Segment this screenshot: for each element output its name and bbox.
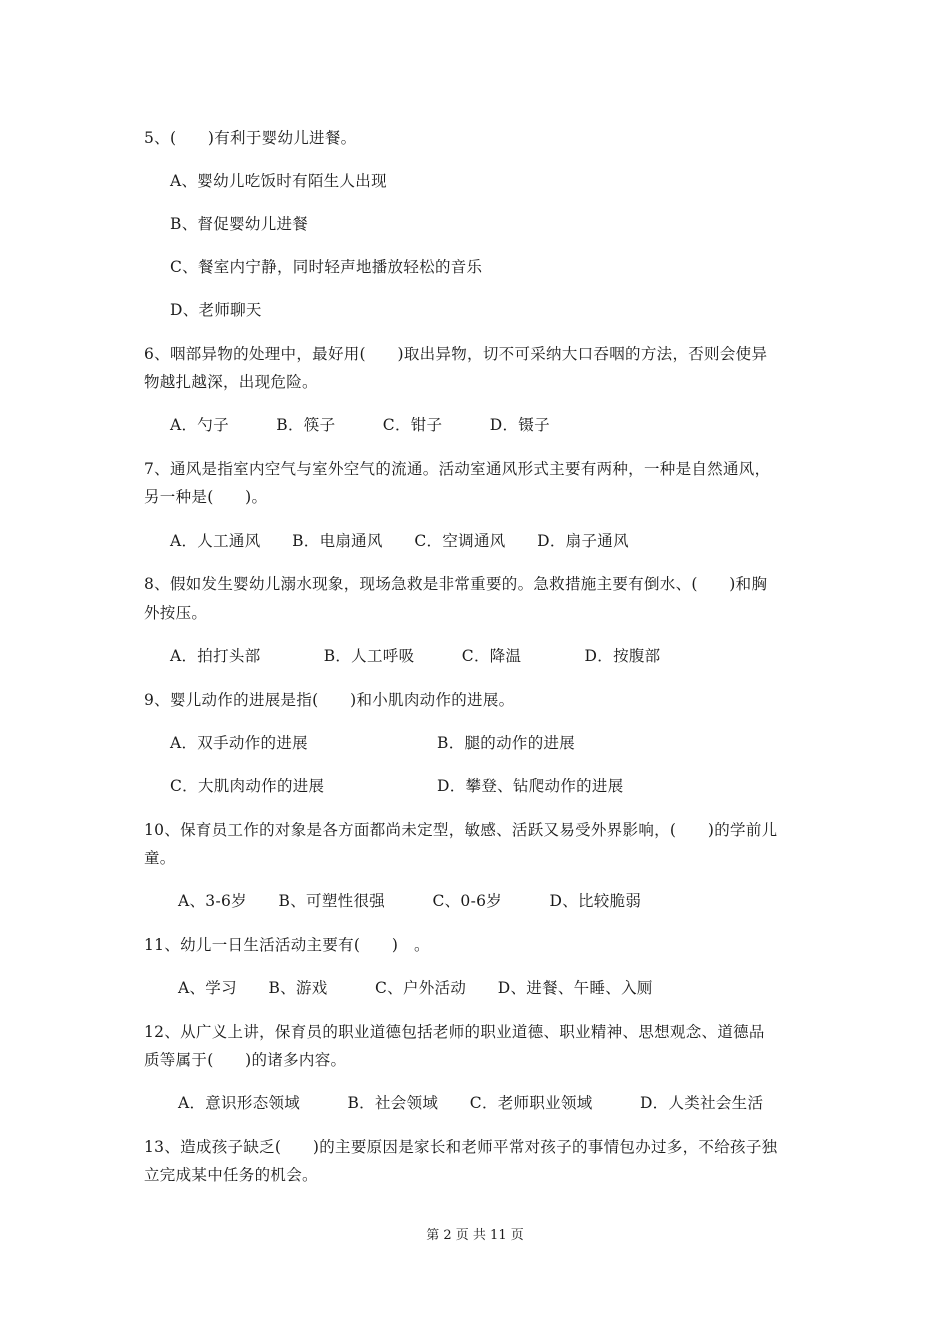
question-5-option-d: D、老师聊天 (170, 301, 262, 319)
question-5-option-c: C、餐室内宁静，同时轻声地播放轻松的音乐 (170, 258, 483, 276)
question-11-options: A、学习 B、游戏 C、户外活动 D、进餐、午睡、入厕 (178, 979, 653, 997)
question-5-option-b: B、督促婴幼儿进餐 (170, 215, 309, 233)
question-12-text-line-1: 12、从广义上讲，保育员的职业道德包括老师的职业道德、职业精神、思想观念、道德品 (144, 1023, 765, 1041)
question-10-text-line-1: 10、保育员工作的对象是各方面都尚未定型，敏感、活跃又易受外界影响，( )的学前儿 (144, 821, 778, 839)
question-8-options: A．拍打头部 B．人工呼吸 C．降温 D．按腹部 (170, 647, 661, 665)
question-12-text-line-2: 质等属于( )的诸多内容。 (144, 1051, 347, 1069)
question-6-text-line-1: 6、咽部异物的处理中，最好用( )取出异物，切不可采纳大口吞咽的方法，否则会使异 (144, 345, 768, 363)
question-11-text: 11、幼儿一日生活活动主要有( ) 。 (144, 936, 430, 954)
page-number-footer: 第 2 页 共 11 页 (426, 1228, 524, 1243)
question-6-text-line-2: 物越扎越深，出现危险。 (144, 373, 318, 391)
question-9-option-c: C．大肌肉动作的进展 (170, 777, 325, 795)
question-9-option-a: A．双手动作的进展 (170, 734, 308, 752)
question-7-options: A．人工通风 B．电扇通风 C．空调通风 D．扇子通风 (170, 532, 629, 550)
question-5-option-a: A、婴幼儿吃饭时有陌生人出现 (170, 172, 387, 190)
question-9-option-d: D．攀登、钻爬动作的进展 (437, 777, 624, 795)
question-13-text-line-1: 13、造成孩子缺乏( )的主要原因是家长和老师平常对孩子的事情包办过多，不给孩子独 (144, 1138, 778, 1156)
question-7-text-line-2: 另一种是( )。 (144, 488, 268, 506)
question-12-options: A．意识形态领域 B．社会领域 C．老师职业领域 D．人类社会生活 (178, 1094, 764, 1112)
question-5-text: 5、( )有利于婴幼儿进餐。 (144, 129, 357, 147)
question-10-text-line-2: 童。 (144, 849, 176, 867)
question-13-text-line-2: 立完成某中任务的机会。 (144, 1166, 318, 1184)
question-8-text-line-2: 外按压。 (144, 604, 208, 622)
question-10-options: A、3-6岁 B、可塑性很强 C、0-6岁 D、比较脆弱 (178, 892, 642, 910)
question-9-option-b: B．腿的动作的进展 (437, 734, 576, 752)
question-7-text-line-1: 7、通风是指室内空气与室外空气的流通。活动室通风形式主要有两种，一种是自然通风， (144, 460, 771, 478)
question-9-text: 9、婴儿动作的进展是指( )和小肌肉动作的进展。 (144, 691, 515, 709)
question-8-text-line-1: 8、假如发生婴幼儿溺水现象，现场急救是非常重要的。急救措施主要有倒水、( )和胸 (144, 575, 768, 593)
question-6-options: A．勺子 B．筷子 C．钳子 D．镊子 (170, 416, 550, 434)
